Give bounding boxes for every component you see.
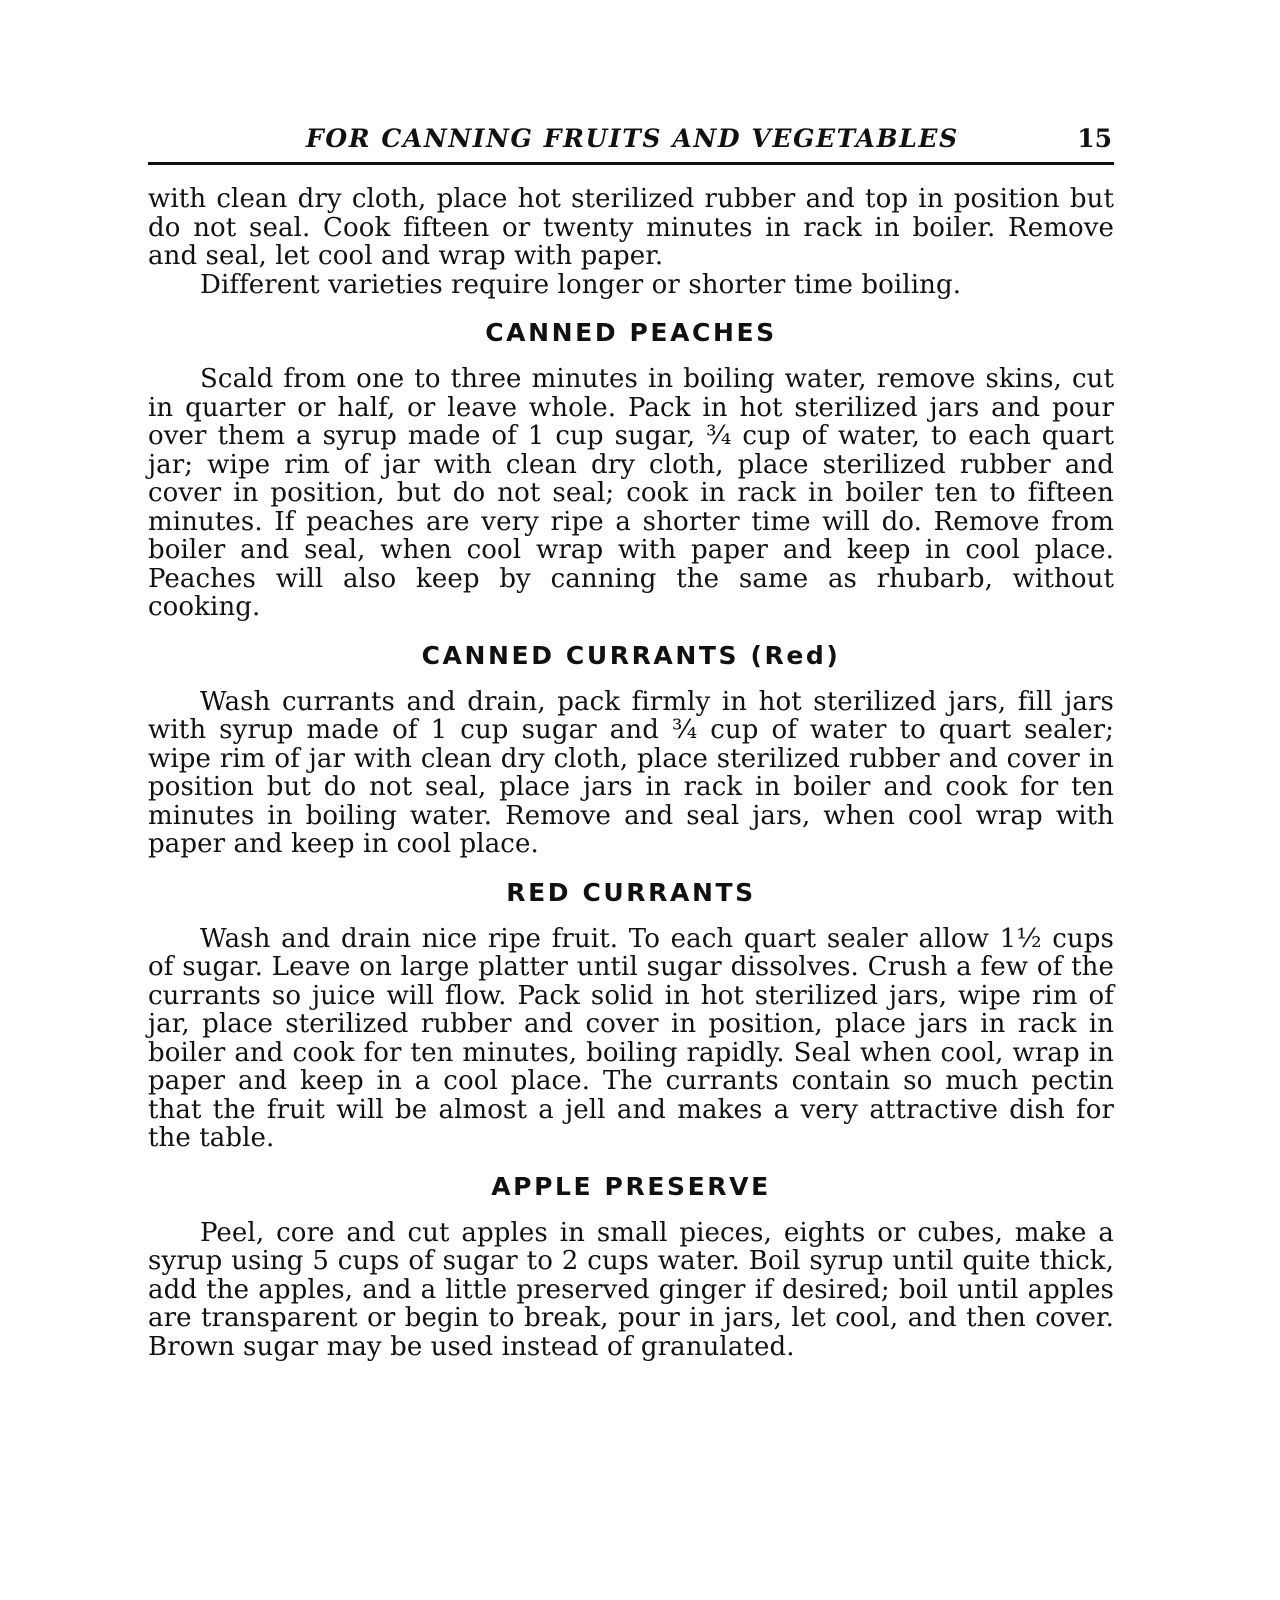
continuation-paragraph: with clean dry cloth, place hot sterilized rubber and top in position but do not seal. Cook fifteen or twenty minutes in rack in boiler. Remove and seal, let cool and wrap with paper. — [148, 184, 1114, 271]
section-heading-apple-preserve: APPLE PRESERVE — [491, 1171, 771, 1201]
section-body-canned-currants: Wash currants and drain, pack firmly in hot sterilized jars, fill jars with syrup made of 1 cup sugar and ¾ cup of water to quart sealer; wipe rim of jar with clean dry cloth, place sterilized rubber and cover in position but do not seal, place jars in rack in boiler and cook for ten minutes in boiling water. Remove and seal jars, when cool wrap with paper and keep in cool place. — [148, 686, 1114, 859]
running-header — [148, 118, 1114, 165]
section-heading-canned-currants: CANNED CURRANTS (Red) — [421, 640, 841, 670]
running-title: FOR CANNING FRUITS AND VEGETABLES — [306, 124, 959, 153]
boiling-time-note: Different varieties require longer or shorter time boiling. — [200, 269, 962, 300]
page-number: 15 — [1077, 124, 1112, 153]
section-body-red-currants: Wash and drain nice ripe fruit. To each quart sealer allow 1½ cups of sugar. Leave on large platter until sugar dissolves. Crush a few of the currants so juice will flow. Pack solid in hot sterilized jars, wipe rim of jar, place sterilized rubber and cover in position, place jars in rack in boiler and cook for ten minutes, boiling rapidly. Seal when cool, wrap in paper and keep in a cool place. The currants contain so much pectin that the fruit will be almost a jell and makes a very attractive dish for the table. — [148, 923, 1114, 1153]
section-body-canned-peaches: Scald from one to three minutes in boiling water, remove skins, cut in quarter or half, or leave whole. Pack in hot sterilized jars and pour over them a syrup made of 1 cup sugar, ¾ cup of water, to each quart jar; wipe rim of jar with clean dry cloth, place sterilized rubber and cover in position, but do not seal; cook in rack in boiler ten to fifteen minutes. If peaches are very ripe a shorter time will do. Remove from boiler and seal, when cool wrap with paper and keep in cool place. Peaches will also keep by canning the same as rhubarb, without cooking. — [148, 364, 1114, 622]
section-heading-red-currants: RED CURRANTS — [506, 877, 756, 907]
book-page — [148, 118, 1114, 1448]
section-heading-canned-peaches: CANNED PEACHES — [485, 318, 777, 347]
section-body-apple-preserve: Peel, core and cut apples in small pieces, eights or cubes, make a syrup using 5 cups of sugar to 2 cups water. Boil syrup until quite thick, add the apples, and a little preserved ginger if desired; boil until apples are transparent or begin to break, pour in jars, let cool, and then cover. Brown sugar may be used instead of granulated. — [148, 1217, 1114, 1362]
